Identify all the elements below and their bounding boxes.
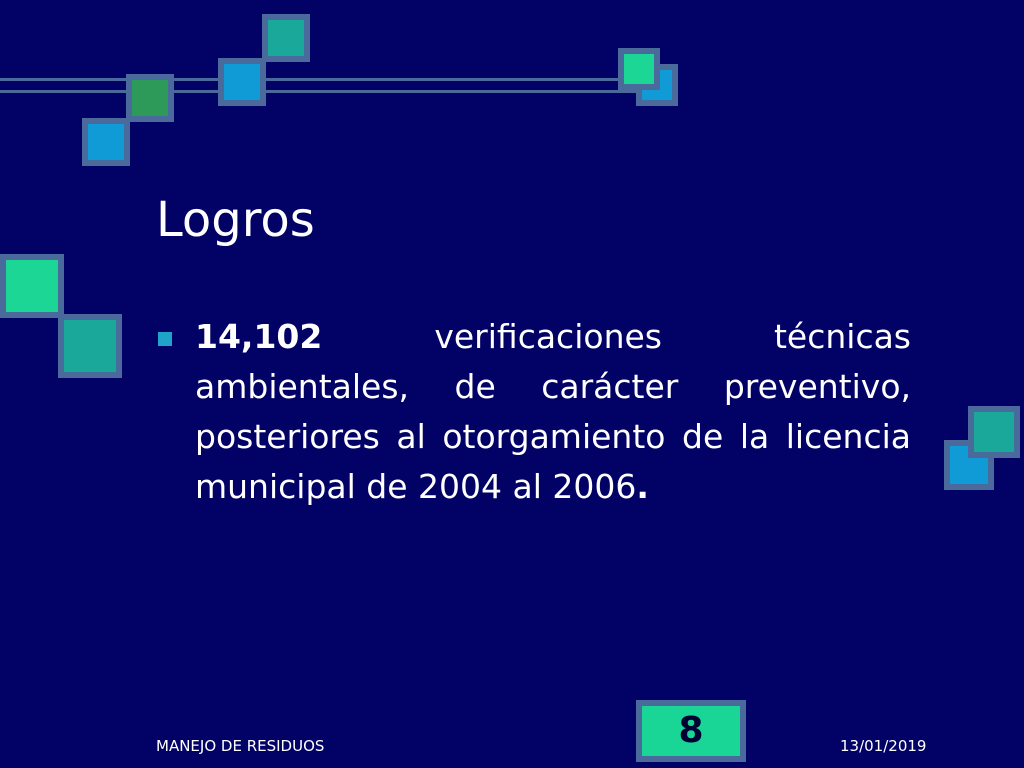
page-number: 8 [678, 710, 704, 751]
decorative-square [58, 314, 122, 378]
decorative-square [0, 254, 64, 318]
decorative-square [968, 406, 1020, 458]
decorative-square [218, 58, 266, 106]
decorative-rail-bottom [0, 90, 660, 93]
bullet-lead-number: 14,102 [195, 317, 323, 356]
bullet-text [195, 312, 911, 512]
bullet-body: verificaciones técnicas ambientales, de carácter preventivo, posteriores al otorgamiento de la licencia municipal de 2004 al 2006 [195, 317, 911, 506]
bullet-square-icon [158, 332, 172, 346]
bullet-end-period: . [636, 467, 649, 506]
slide-title: Logros [156, 192, 315, 248]
decorative-square [618, 48, 660, 90]
decorative-square [262, 14, 310, 62]
decorative-rail-top [0, 78, 660, 81]
page-number-box [636, 700, 746, 762]
decorative-square [126, 74, 174, 122]
footer-date: 13/01/2019 [840, 737, 927, 755]
footer-title: MANEJO DE RESIDUOS [156, 737, 325, 755]
decorative-square [82, 118, 130, 166]
